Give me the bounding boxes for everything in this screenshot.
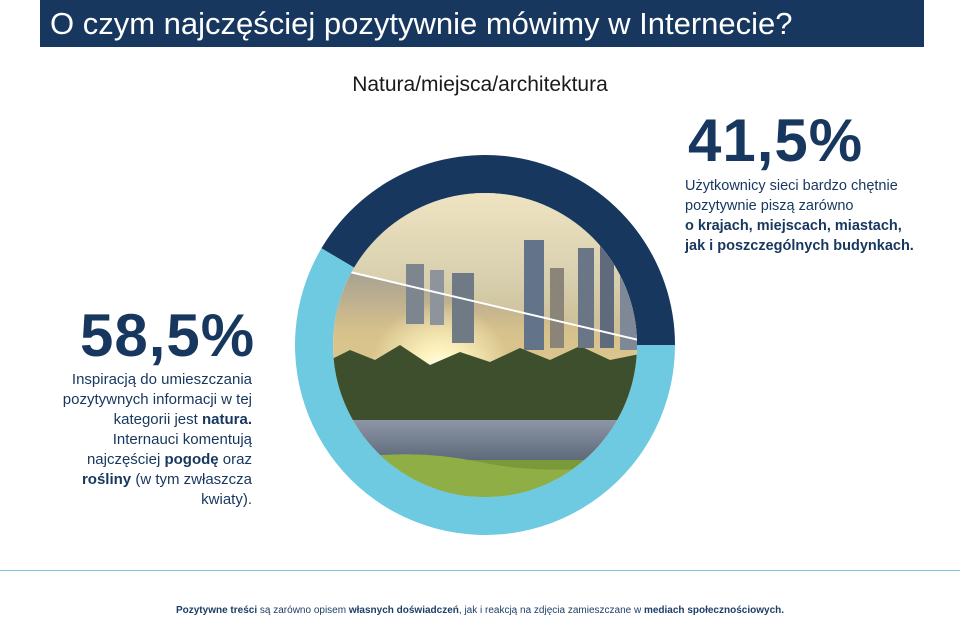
nature-text-1: Inspiracją do umieszczania pozytywnych informacji w tej kategorii jest xyxy=(62,371,252,428)
architecture-line-3: o krajach, miejscach, miastach, xyxy=(685,218,902,234)
nature-bold-1: natura. xyxy=(201,411,252,428)
footer-text-1: są zarówno opisem xyxy=(257,605,349,616)
nature-text-4: (w tym zwłaszcza kwiaty). xyxy=(131,471,252,508)
chart-subtitle: Natura/miejsca/architektura xyxy=(352,73,608,96)
footer-text-2: , jak i reakcją na zdjęcia zamieszczane w xyxy=(458,605,644,616)
percent-architecture: 41,5% xyxy=(688,107,864,174)
percent-nature: 58,5% xyxy=(80,302,256,369)
page-title: O czym najczęściej pozytywnie mówimy w Internecie? xyxy=(40,0,924,47)
nature-description xyxy=(52,370,252,510)
nature-text-2: Internauci komentują najczęściej xyxy=(86,431,252,468)
architecture-description xyxy=(685,176,945,256)
footer-divider xyxy=(0,570,960,571)
footer-bold-2: własnych doświadczeń xyxy=(348,605,459,616)
footer-note xyxy=(0,605,960,616)
architecture-line-2: pozytywnie piszą zarówno xyxy=(685,198,854,214)
architecture-line-1: Użytkownicy sieci bardzo chętnie xyxy=(685,178,898,194)
footer-bold-1: Pozytywne treści xyxy=(175,605,258,616)
donut-chart xyxy=(280,140,710,560)
architecture-line-4: jak i poszczególnych budynkach. xyxy=(685,238,914,254)
nature-bold-2: pogodę xyxy=(164,451,219,468)
nature-bold-3: rośliny xyxy=(81,471,132,488)
nature-text-3: oraz xyxy=(218,451,252,468)
footer-bold-3: mediach społecznościowych. xyxy=(643,605,785,616)
